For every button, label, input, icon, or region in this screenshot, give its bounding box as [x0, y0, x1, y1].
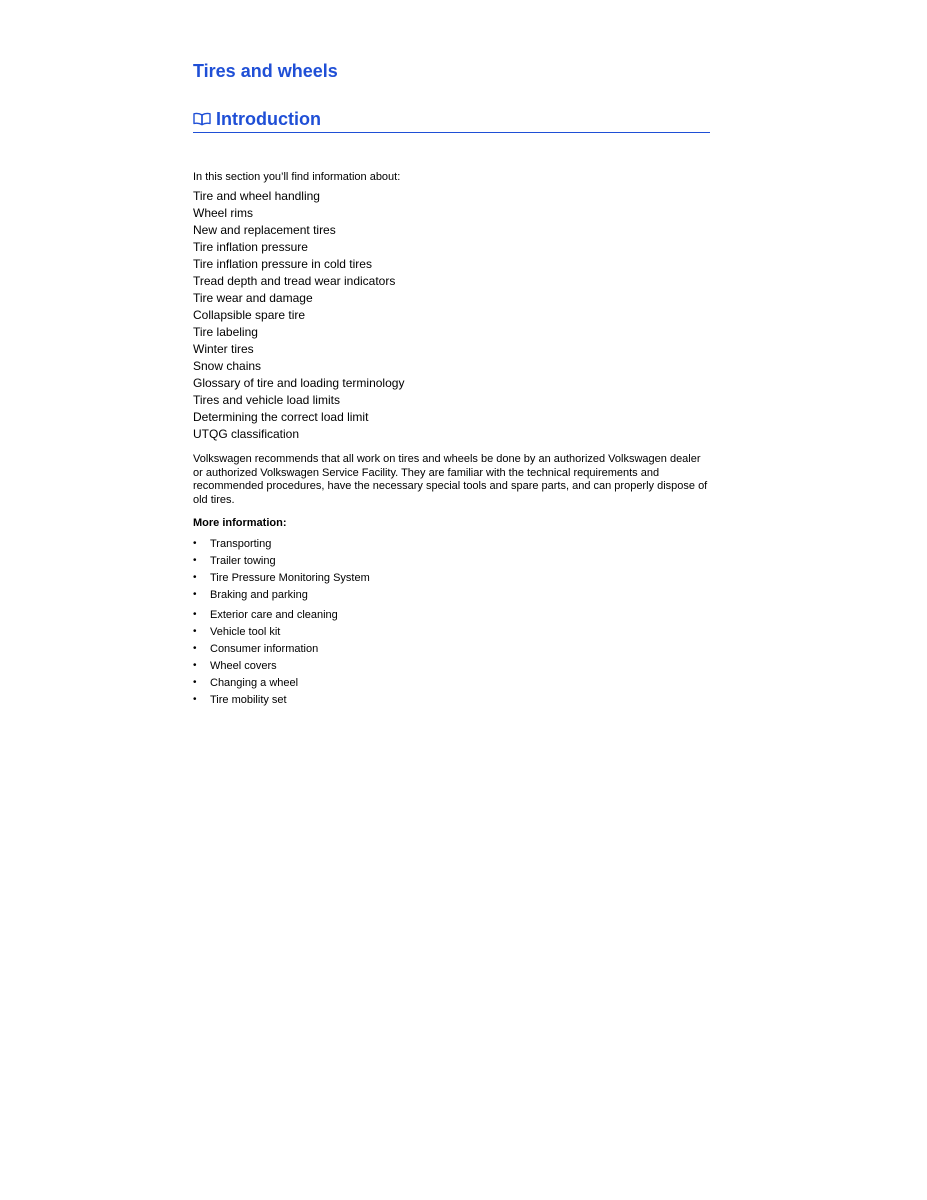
- more-info-label: Exterior care and cleaning: [210, 609, 338, 621]
- topic-item: Tire inflation pressure in cold tires: [193, 257, 372, 271]
- more-info-label: Consumer information: [210, 643, 319, 655]
- more-info-label: Trailer towing: [210, 555, 276, 567]
- topic-item: Tire and wheel handling: [193, 189, 320, 203]
- topic-item: Tread depth and tread wear indicators: [193, 274, 396, 288]
- topic-item: Snow chains: [193, 359, 262, 373]
- more-info-item: [193, 570, 370, 587]
- bullet-icon: •: [193, 538, 197, 549]
- topic-item: Determining the correct load limit: [193, 410, 369, 424]
- recommendation-paragraph: Volkswagen recommends that all work on tires and wheels be done by an authorized Volkswagen dealer or authorized Volkswagen Service Facility. They are familiar with the technical requirements and recommended procedures, have the necessary special tools and spare parts, and can properly dispose of old tires.: [193, 453, 708, 506]
- bullet-icon: •: [193, 660, 197, 671]
- section-title: Introduction: [216, 109, 321, 129]
- topic-list: [193, 188, 404, 443]
- topic-item: Wheel rims: [193, 206, 254, 220]
- topic-item: Collapsible spare tire: [193, 308, 306, 322]
- topic-item: Winter tires: [193, 342, 254, 356]
- topic-item: Tire inflation pressure: [193, 240, 308, 254]
- more-info-item: [193, 692, 370, 709]
- more-info-label: Tire mobility set: [210, 694, 287, 706]
- bullet-icon: •: [193, 609, 197, 620]
- bullet-icon: •: [193, 626, 197, 637]
- bullet-icon: •: [193, 555, 197, 566]
- more-info-label: Tire Pressure Monitoring System: [210, 572, 370, 584]
- more-info-item: [193, 641, 370, 658]
- more-info-item: [193, 658, 370, 675]
- topic-item: New and replacement tires: [193, 223, 336, 237]
- more-info-label: Changing a wheel: [210, 677, 299, 689]
- more-info-item: [193, 624, 370, 641]
- more-info-label: Wheel covers: [210, 660, 277, 672]
- more-info-item: [193, 587, 370, 604]
- topic-item: Glossary of tire and loading terminology: [193, 376, 405, 390]
- topic-item: UTQG classification: [193, 427, 300, 441]
- more-info-item: [193, 607, 370, 624]
- book-icon: [193, 112, 211, 126]
- more-info-label: Transporting: [210, 538, 272, 550]
- more-info-item: [193, 536, 370, 553]
- bullet-icon: •: [193, 694, 197, 705]
- topic-item: Tire wear and damage: [193, 291, 313, 305]
- bullet-icon: •: [193, 677, 197, 688]
- topic-item: Tire labeling: [193, 325, 258, 339]
- more-info-label: Braking and parking: [210, 589, 308, 601]
- bullet-icon: •: [193, 643, 197, 654]
- topic-item: Tires and vehicle load limits: [193, 393, 340, 407]
- more-info-item: [193, 675, 370, 692]
- more-information-list: [193, 536, 370, 709]
- more-info-item: [193, 553, 370, 570]
- bullet-icon: •: [193, 572, 197, 583]
- page-title: Tires and wheels: [193, 61, 338, 81]
- intro-text: In this section you’ll find information about:: [193, 171, 401, 183]
- more-information-heading: More information:: [193, 517, 287, 529]
- section-header: [193, 107, 710, 133]
- bullet-icon: •: [193, 589, 197, 600]
- more-info-label: Vehicle tool kit: [210, 626, 281, 638]
